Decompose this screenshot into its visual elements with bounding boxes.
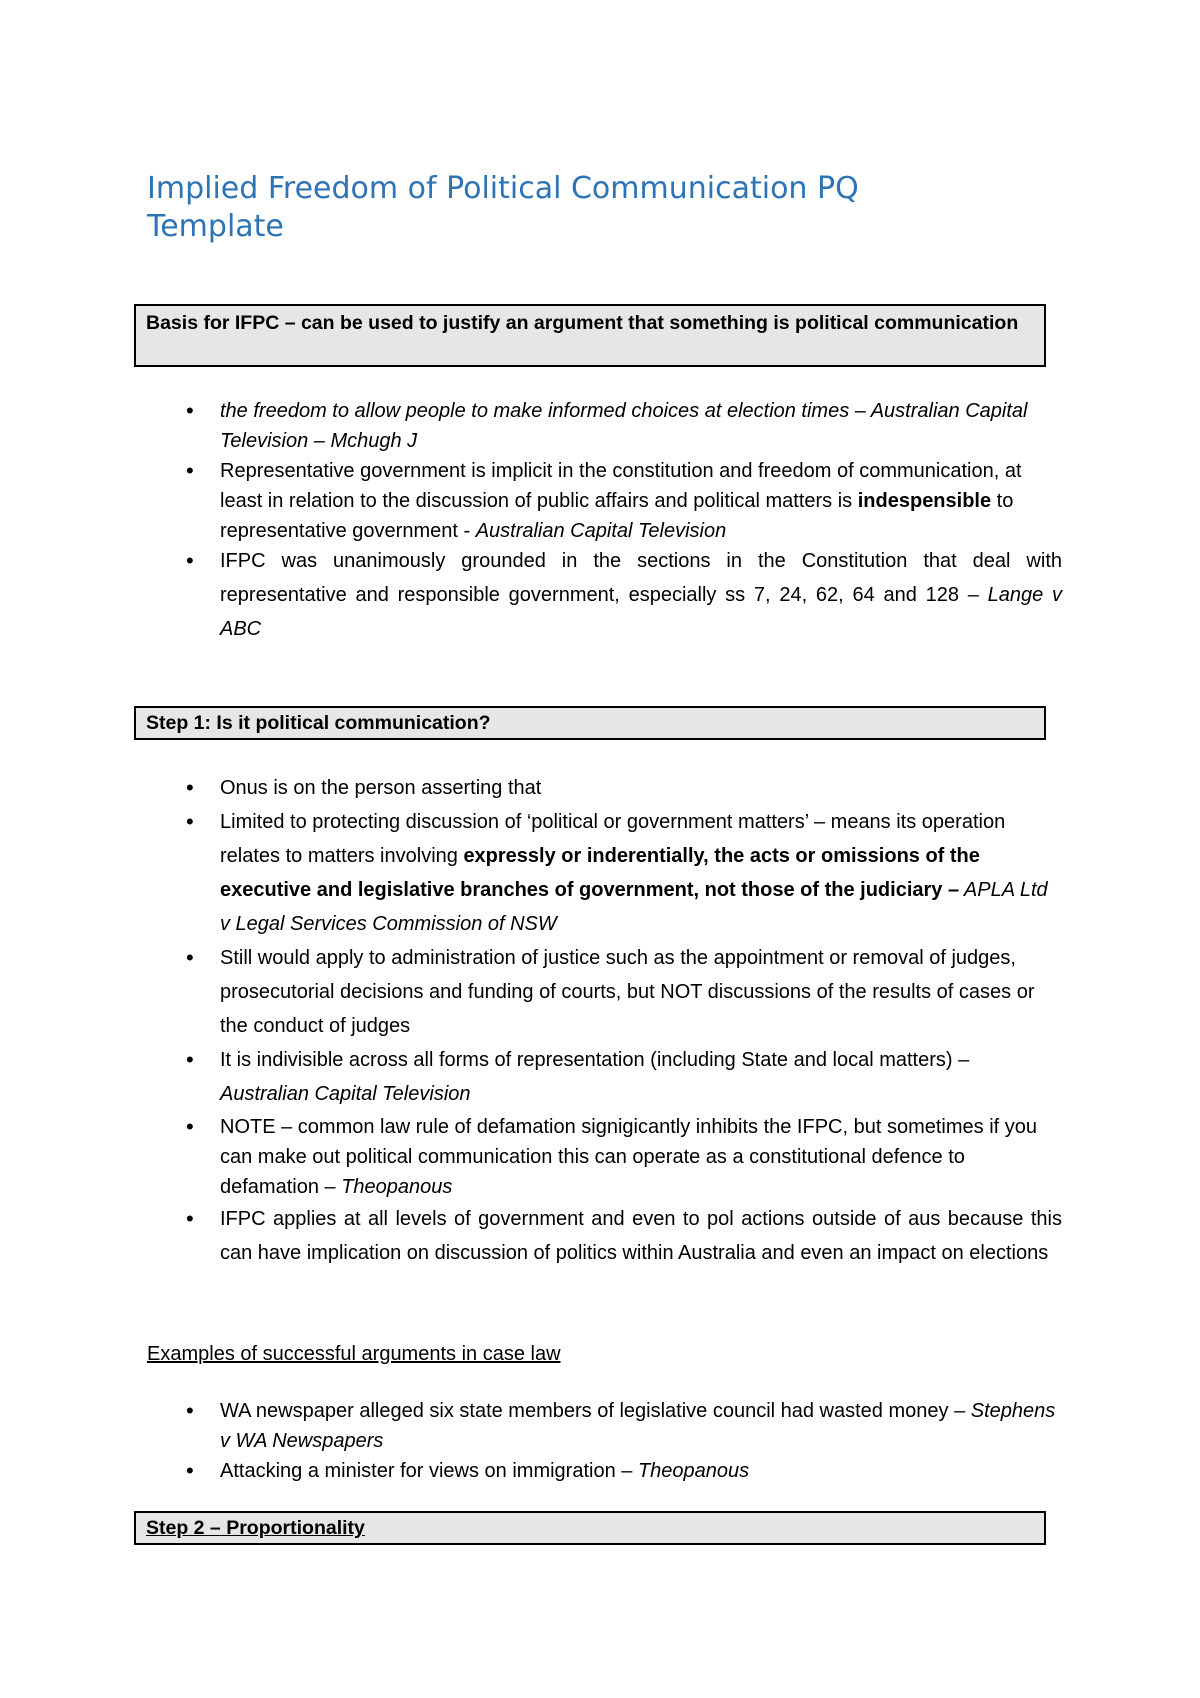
list-item: [186, 544, 1062, 646]
list-item: [186, 1396, 1062, 1456]
step1-list-cont2: [186, 1202, 1062, 1270]
step1-heading: Step 1: Is it political communication?: [146, 712, 491, 734]
case-citation: Theopanous: [341, 1176, 453, 1198]
basis-list-cont: [186, 544, 1062, 646]
bullet-bold-text: indespensible: [857, 490, 992, 512]
list-item: [186, 456, 1062, 546]
list-item: [186, 1456, 1062, 1486]
document-title: Implied Freedom of Political Communication PQ Template: [147, 171, 859, 244]
list-item: [186, 1112, 1062, 1202]
list-item: [186, 941, 1062, 1043]
list-item: [186, 396, 1062, 456]
bullet-text: Still would apply to administration of justice such as the appointment or removal of judges, prosecutorial decisions and funding of courts, but NOT discussions of the results of cases or the conduct of judges: [220, 947, 1035, 1037]
basis-heading: Basis for IFPC – can be used to justify an argument that something is political communication: [146, 312, 1019, 334]
list-item: [186, 805, 1062, 941]
bullet-text: Attacking a minister for views on immigration –: [220, 1460, 638, 1482]
case-citation: Theopanous: [637, 1460, 750, 1482]
list-item: [186, 1043, 1062, 1111]
bullet-bold-text: expressly or inderentially, the acts or omissions of the executive and legislative branches of government, not those of the judiciary –: [220, 845, 980, 901]
basis-heading-box: [134, 304, 1046, 367]
step1-heading-box: [134, 706, 1046, 740]
bullet-text: the freedom to allow people to make informed choices at election times – Australian Capital Television – Mchugh J: [220, 400, 1028, 452]
bullet-text: WA newspaper alleged six state members of legislative council had wasted money –: [220, 1400, 971, 1422]
case-citation: Lange v ABC: [220, 584, 1063, 640]
case-citation: Australian Capital Television: [220, 1083, 471, 1105]
step1-list: [186, 771, 1062, 1111]
bullet-text: IFPC applies at all levels of government and even to pol actions outside of aus because this can have implication on discussion of politics within Australia and even an impact on elections: [220, 1208, 1062, 1264]
bullet-text: Onus is on the person asserting that: [220, 777, 542, 799]
bullet-text: Representative government is implicit in the constitution and freedom of communication, at least in relation to the discussion of public affairs and political matters is: [220, 460, 1022, 512]
list-item: [186, 771, 1062, 805]
step2-heading-box: [134, 1511, 1046, 1545]
step2-heading: Step 2 – Proportionality: [146, 1517, 365, 1539]
step1-list-cont: [186, 1112, 1062, 1202]
case-citation: APLA Ltd v Legal Services Commission of NSW: [220, 879, 1048, 935]
bullet-text: It is indivisible across all forms of representation (including State and local matters) –: [220, 1049, 970, 1071]
bullet-text: IFPC was unanimously grounded in the sections in the Constitution that deal with representative and responsible government, especially ss 7, 24, 62, 64 and 128 –: [220, 550, 1062, 606]
bullet-text: to representative government -: [220, 490, 1014, 542]
basis-list: [186, 396, 1062, 546]
list-item: [186, 1202, 1062, 1270]
examples-list: [186, 1396, 1062, 1486]
bullet-text: Limited to protecting discussion of ‘political or government matters’ – means its operation relates to matters involving: [220, 811, 1006, 867]
bullet-text: NOTE – common law rule of defamation signigicantly inhibits the IFPC, but sometimes if you can make out political communication this can operate as a constitutional defence to defamation –: [220, 1116, 1038, 1198]
case-citation: Australian Capital Television: [475, 520, 727, 542]
case-citation: Stephens v WA Newspapers: [220, 1400, 1056, 1452]
examples-heading: Examples of successful arguments in case law: [147, 1343, 561, 1365]
